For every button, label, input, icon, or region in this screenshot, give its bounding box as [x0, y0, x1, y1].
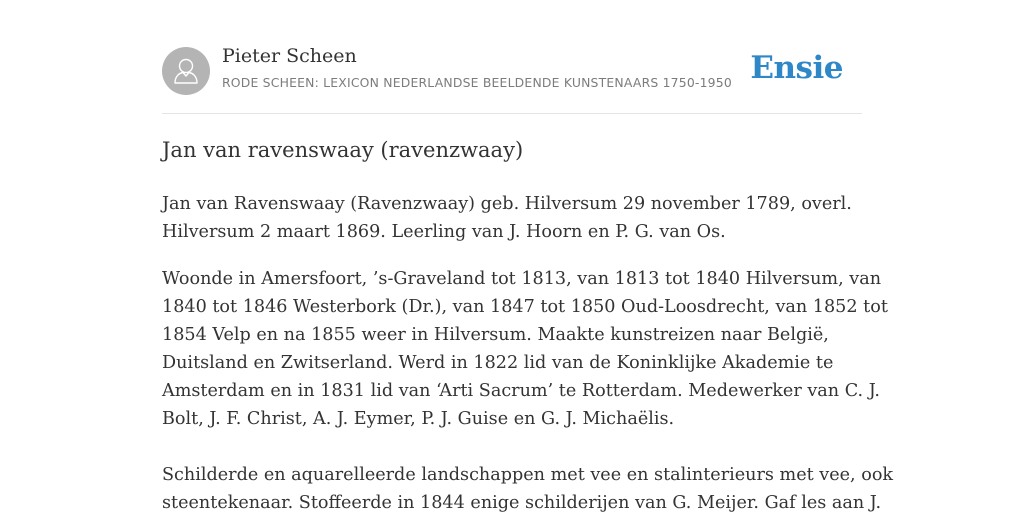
article-paragraph — [162, 190, 862, 246]
paragraph-line: Bolt, J. F. Christ, A. J. Eymer, P. J. Guise en G. J. Michaëlis. — [162, 409, 675, 429]
paragraph-line: Jan van Ravenswaay (Ravenzwaay) geb. Hilversum 29 november 1789, overl. — [162, 194, 852, 214]
paragraph-line: 1854 Velp en na 1855 weer in Hilversum. Maakte kunstreizen naar België, — [162, 325, 829, 345]
source-publication[interactable]: RODE SCHEEN: LEXICON NEDERLANDSE BEELDENDE KUNSTENAARS 1750-1950 — [222, 75, 732, 90]
article-title: Jan van ravenswaay (ravenzwaay) — [162, 138, 524, 162]
paragraph-line: Duitsland en Zwitserland. Werd in 1822 lid van de Koninklijke Akademie te — [162, 353, 834, 373]
paragraph-line: Schilderde en aquarelleerde landschappen met vee en stalinterieurs met vee, ook — [162, 465, 894, 485]
paragraph-line: Hilversum 2 maart 1869. Leerling van J. Hoorn en P. G. van Os. — [162, 222, 726, 242]
page-container — [162, 0, 894, 512]
paragraph-line: steentekenaar. Stoffeerde in 1844 enige schilderijen van G. Meijer. Gaf les aan J. — [162, 493, 882, 512]
author-name[interactable]: Pieter Scheen — [222, 45, 357, 67]
paragraph-line: 1840 tot 1846 Westerbork (Dr.), van 1847 tot 1850 Oud-Loosdrecht, van 1852 tot — [162, 297, 888, 317]
article-paragraph — [162, 461, 894, 512]
article-header — [162, 0, 862, 114]
ensie-logo[interactable]: Ensie — [750, 50, 843, 86]
author-avatar[interactable] — [162, 47, 210, 95]
user-silhouette-icon — [162, 47, 210, 95]
article-paragraph — [162, 265, 888, 433]
paragraph-line: Amsterdam en in 1831 lid van ‘Arti Sacrum’ te Rotterdam. Medewerker van C. J. — [162, 381, 880, 401]
paragraph-line: Woonde in Amersfoort, ’s-Graveland tot 1813, van 1813 tot 1840 Hilversum, van — [162, 269, 882, 289]
